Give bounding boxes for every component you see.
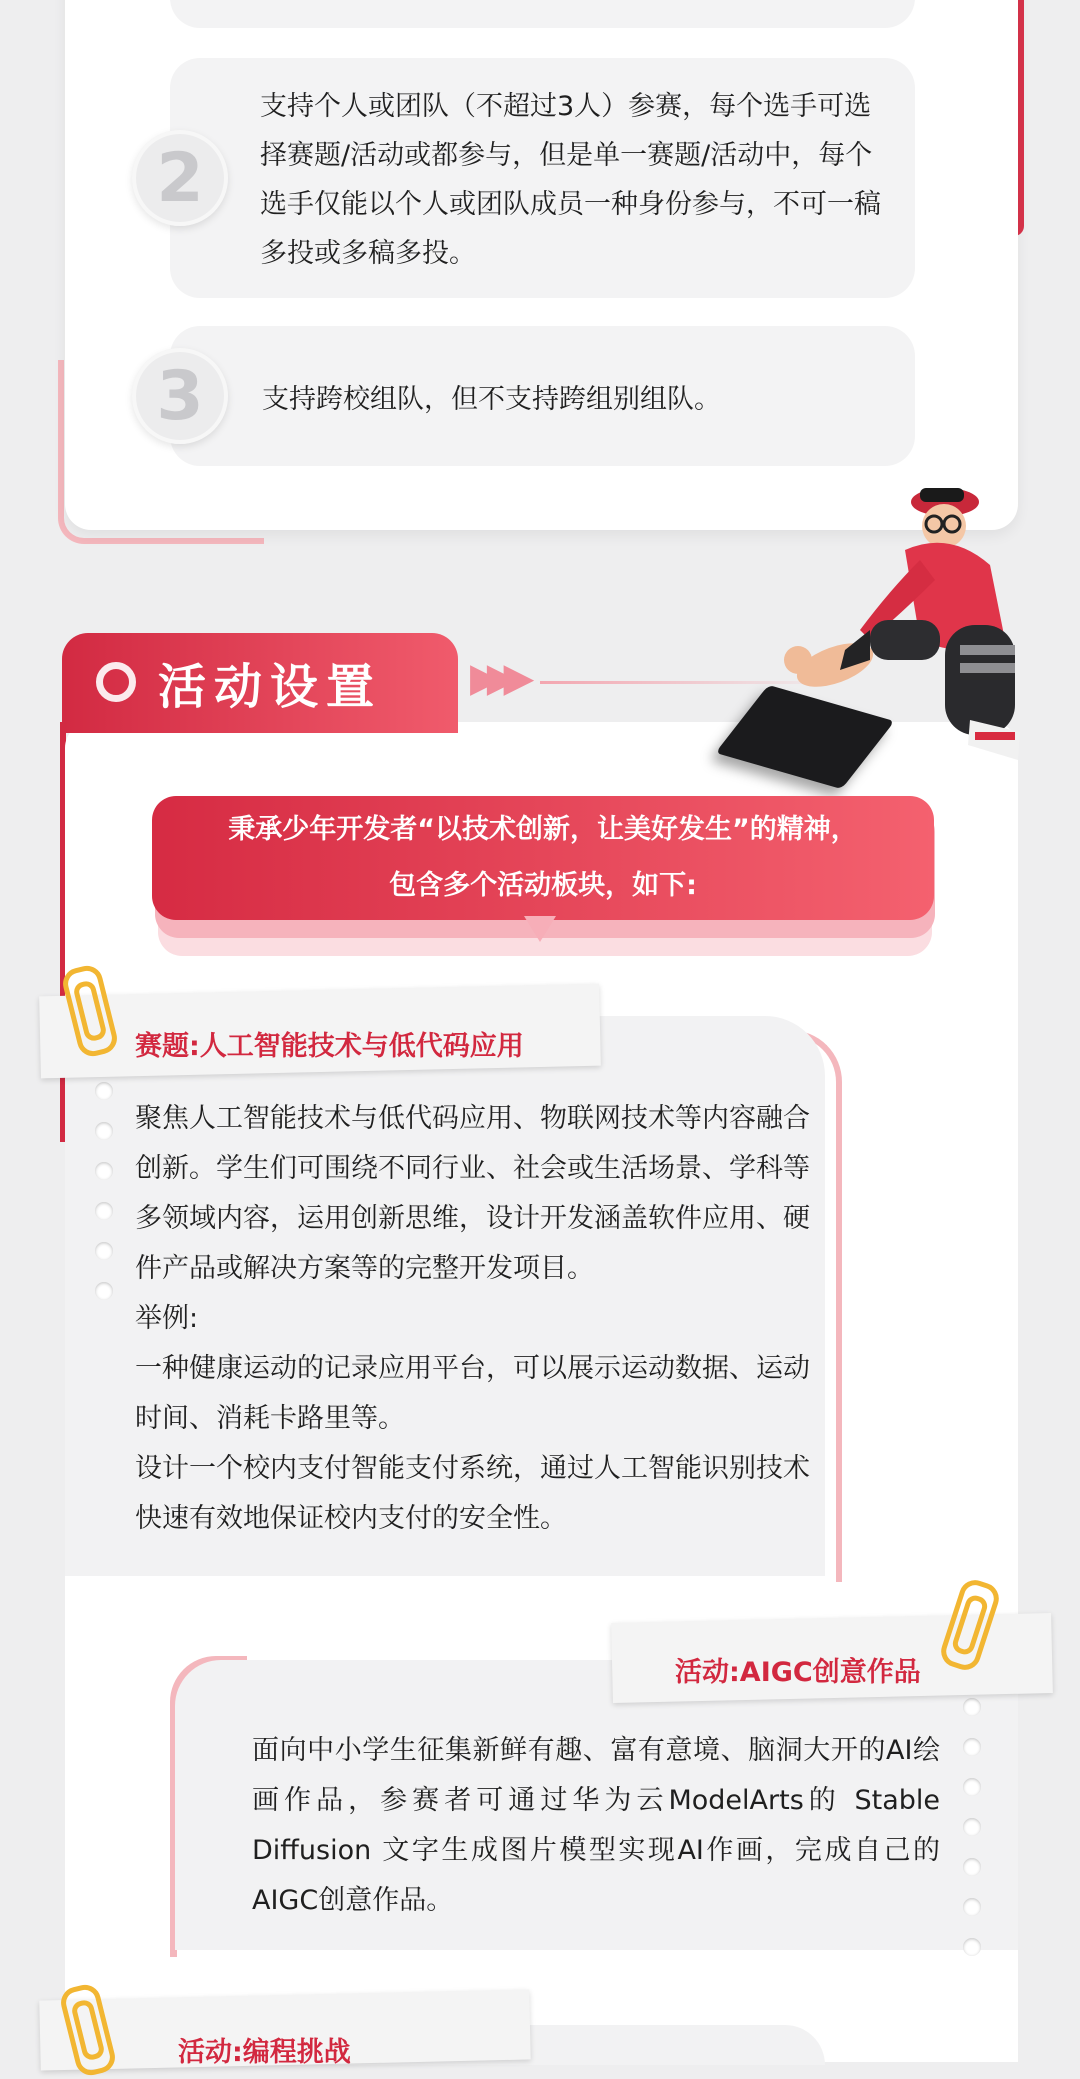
ring-icon [96, 662, 136, 702]
rule-item-1-bg [170, 0, 915, 28]
banner-pointer [524, 916, 556, 942]
intro-line-2: 包含多个活动板块，如下: [389, 870, 697, 901]
intro-line-1: 秉承少年开发者“以技术创新，让美好发生”的精神， [228, 814, 858, 845]
contest-description: 聚焦人工智能技术与低代码应用、物联网技术等内容融合创新。学生们可围绕不同行业、社会或生活场景、学科等多领域内容，运用创新思维，设计开发涵盖软件应用、硬件产品或解决方案等的完整开发项目。 [135, 1103, 810, 1284]
number-badge-3: 3 [132, 348, 228, 444]
binder-holes [95, 1082, 113, 1322]
example-2: 设计一个校内支付智能支付系统，通过人工智能识别技术快速有效地保证校内支付的安全性。 [135, 1453, 810, 1534]
rule-text-3: 支持跨校组队，但不支持跨组别组队。 [262, 384, 721, 415]
next-label: 活动:编程挑战 [178, 2037, 351, 2068]
binder-holes-right [963, 1698, 981, 1978]
activity-description: 面向中小学生征集新鲜有趣、富有意境、脑洞大开的AI绘画作品，参赛者可通过华为云ModelArts的 Stable Diffusion 文字生成图片模型实现AI作画，完成自己的AIGC创意作品。 [252, 1735, 940, 1916]
triple-arrow-icon: ▶▶▶ [470, 655, 521, 701]
contest-label: 赛题:人工智能技术与低代码应用 [135, 1031, 524, 1062]
rule-text-2: 支持个人或团队（不超过3人）参赛，每个选手可选择赛题/活动或都参与，但是单一赛题/活动中，每个选手仅能以个人或团队成员一种身份参与，不可一稿多投或多稿多投。 [260, 91, 881, 269]
example-title: 举例: [135, 1303, 199, 1334]
section-title: 活动设置 [158, 659, 383, 715]
example-1: 一种健康运动的记录应用平台，可以展示运动数据、运动时间、消耗卡路里等。 [135, 1353, 810, 1434]
number-badge-2: 2 [132, 130, 228, 226]
activity-label: 活动:AIGC创意作品 [675, 1657, 921, 1688]
intro-banner [152, 796, 934, 920]
